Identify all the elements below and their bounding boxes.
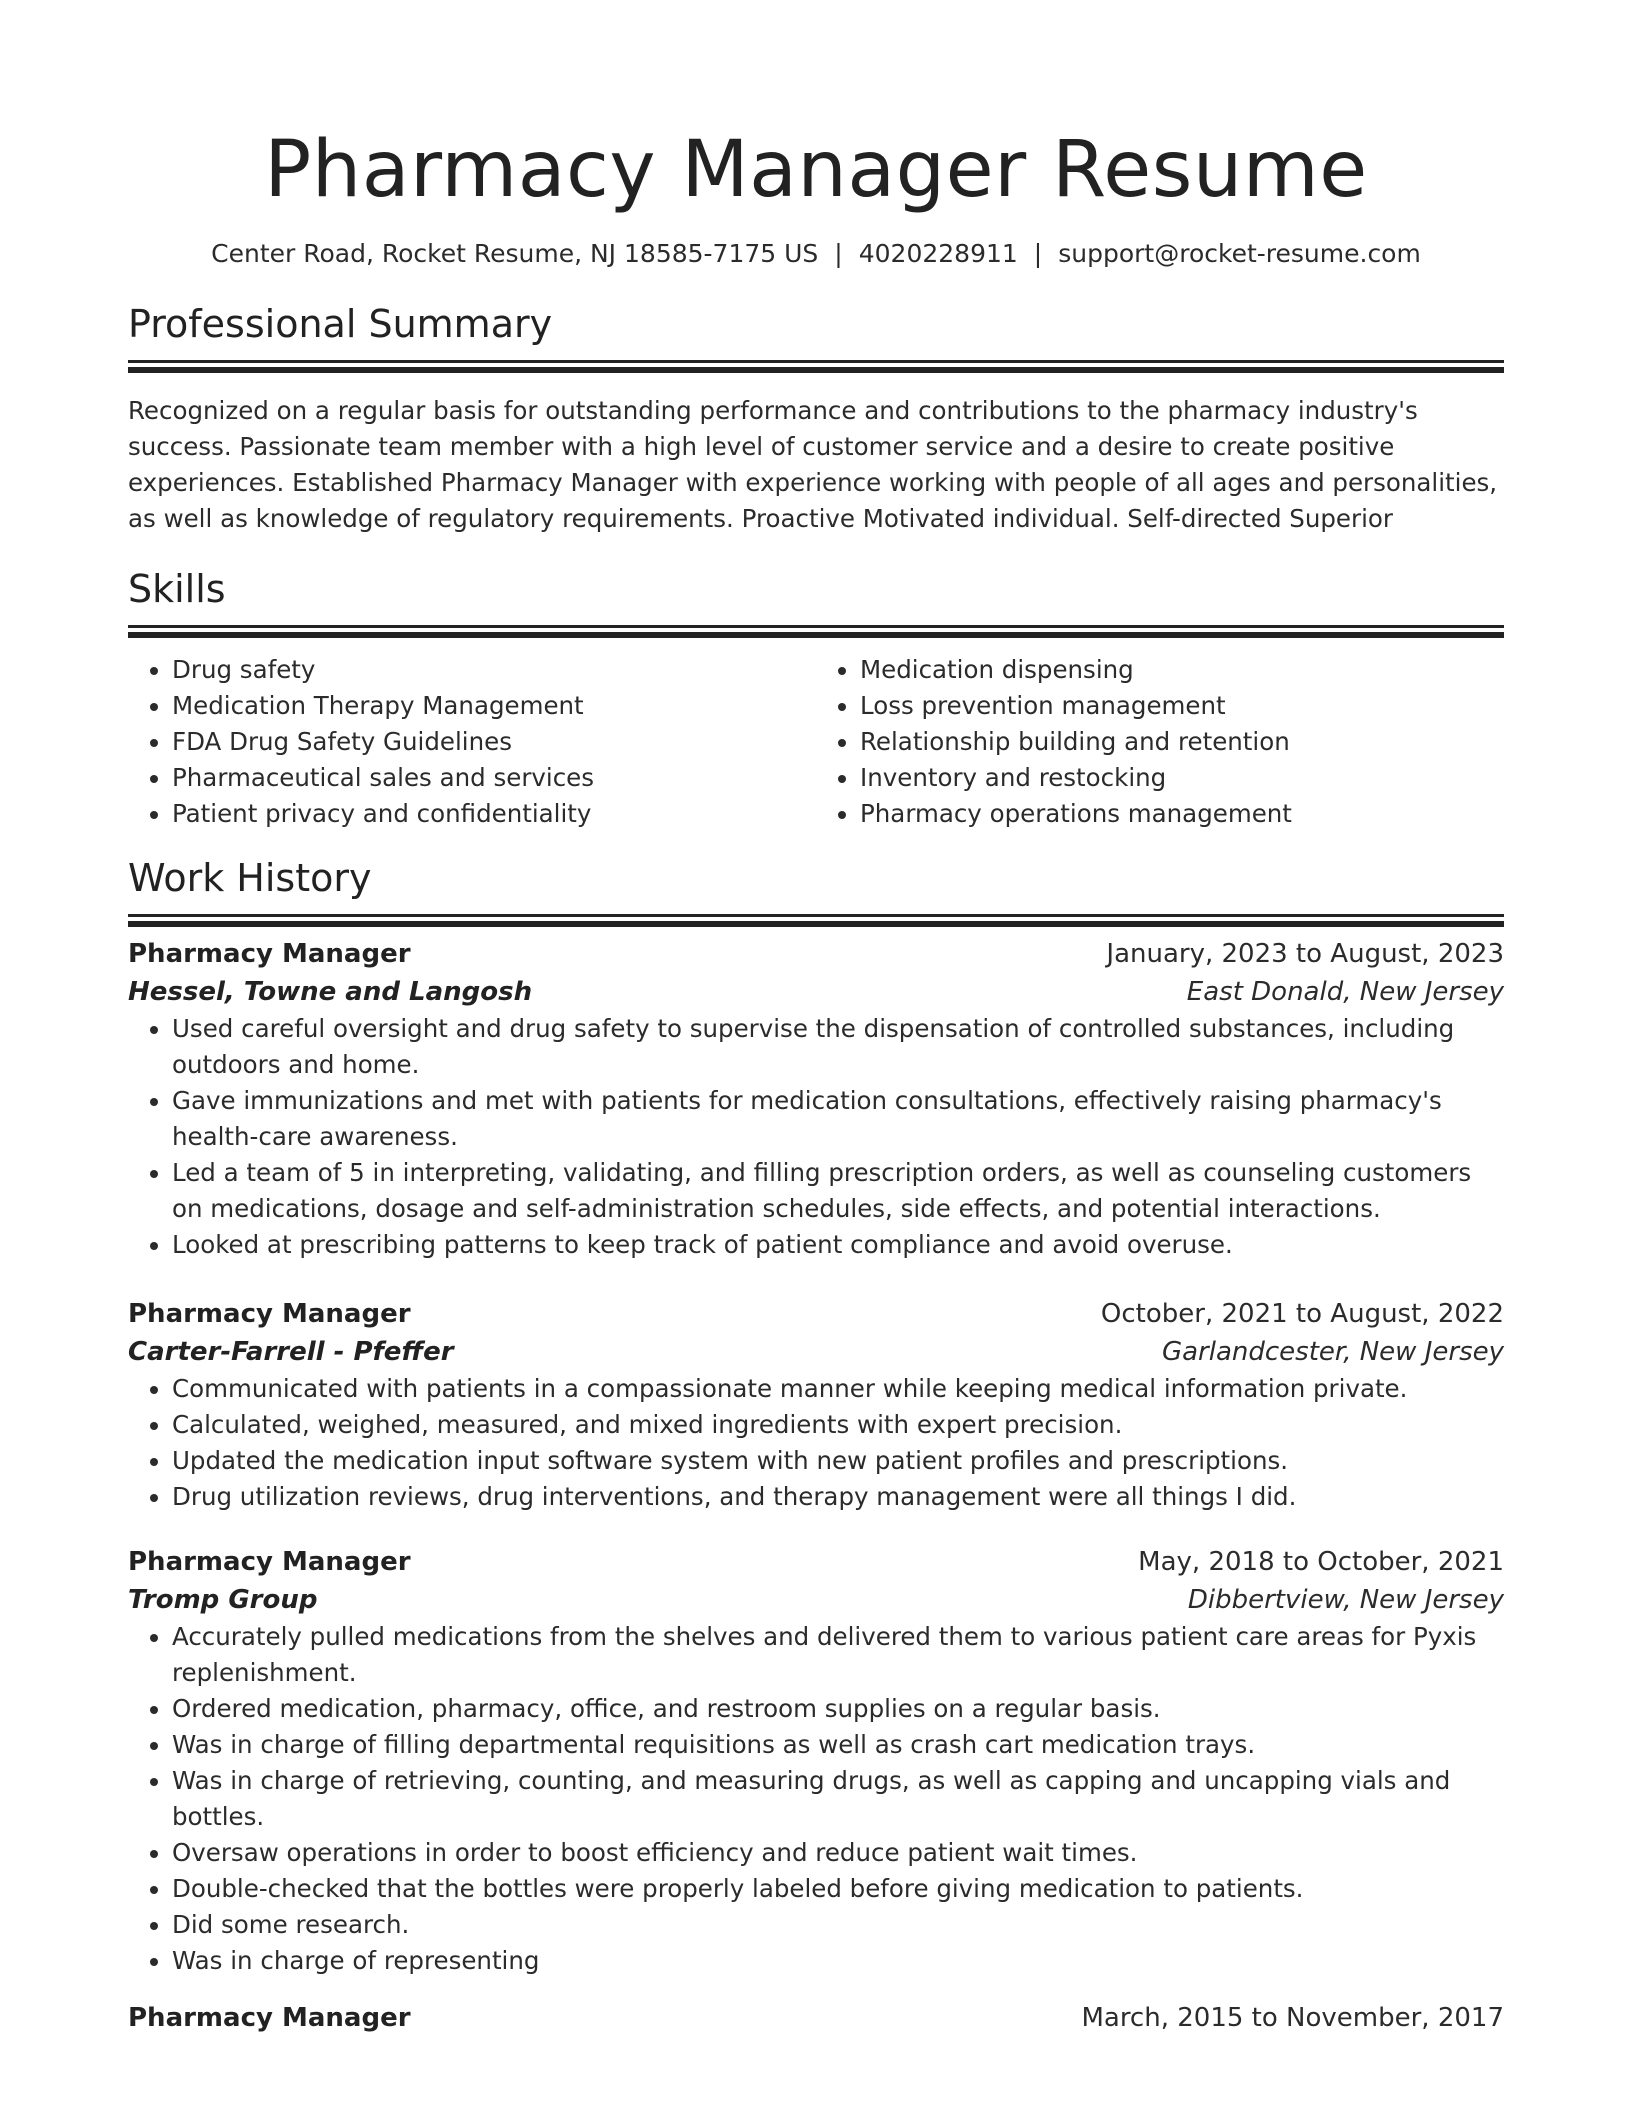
summary-text: Recognized on a regular basis for outstanding performance and contributions to the pharmacy industry's success. Passionate team member with a high level of customer service and a desire to create positive experiences. Established Pharmacy Manager with experience working with people of all ages and personalities, as well as knowledge of regulatory requirements. Proactive Motivated individual. Self-directed Superior (128, 396, 1498, 533)
job-bullet: • Ordered medication, pharmacy, office, and restroom supplies on a regular basis. (172, 1691, 1504, 1727)
job-bullet: • Accurately pulled medications from the shelves and delivered them to various patient care areas for Pyxis replenishment. (172, 1619, 1504, 1691)
job-location: East Donald, New Jersey (1186, 977, 1504, 1007)
skill-item: • Pharmacy operations management (860, 796, 1504, 832)
job-entry (128, 1295, 1504, 1515)
skills-column-left (128, 652, 816, 832)
job-title: Pharmacy Manager (128, 2003, 411, 2033)
job-bullet: • Was in charge of filling departmental requisitions as well as crash cart medication trays. (172, 1727, 1504, 1763)
job-bullet: • Updated the medication input software system with new patient profiles and prescriptions. (172, 1443, 1504, 1479)
job-bullet: • Calculated, weighed, measured, and mixed ingredients with expert precision. (172, 1407, 1504, 1443)
job-bullet: • Double-checked that the bottles were properly labeled before giving medication to patients. (172, 1871, 1504, 1907)
job-header-row (128, 1295, 1504, 1333)
job-header-row (128, 935, 1504, 973)
job-company: Hessel, Towne and Langosh (128, 977, 533, 1007)
job-company: Carter-Farrell - Pfeffer (128, 1337, 454, 1367)
contact-phone: 4020228911 (858, 239, 1018, 268)
skill-item: • Patient privacy and confidentiality (172, 796, 816, 832)
skills-grid (128, 652, 1504, 832)
job-bullet: • Gave immunizations and met with patients for medication consultations, effectively raising pharmacy's health-care awareness. (172, 1083, 1504, 1155)
job-dates: October, 2021 to August, 2022 (1100, 1299, 1504, 1329)
job-bullet: • Looked at prescribing patterns to keep track of patient compliance and avoid overuse. (172, 1227, 1504, 1263)
job-dates: May, 2018 to October, 2021 (1138, 1547, 1504, 1577)
section-divider (128, 360, 1504, 363)
contact-line (128, 238, 1504, 270)
job-title: Pharmacy Manager (128, 1299, 411, 1329)
job-bullet: • Was in charge of retrieving, counting, and measuring drugs, as well as capping and uncapping vials and bottles. (172, 1763, 1504, 1835)
job-location: Dibbertview, New Jersey (1187, 1585, 1504, 1615)
job-bullet: • Was in charge of representing (172, 1943, 1504, 1979)
section-heading-summary: Professional Summary (128, 302, 553, 346)
skills-column-right (816, 652, 1504, 832)
skill-item: • Loss prevention management (860, 688, 1504, 724)
contact-address: Center Road, Rocket Resume, NJ 18585-7175 US (211, 239, 819, 268)
job-dates: January, 2023 to August, 2023 (1106, 939, 1504, 969)
job-bullet: • Did some research. (172, 1907, 1504, 1943)
job-location: Garlandcester, New Jersey (1161, 1337, 1504, 1367)
work-history-section (128, 854, 1504, 2037)
job-company: Tromp Group (128, 1585, 318, 1615)
skill-item: • Pharmaceutical sales and services (172, 760, 816, 796)
skill-item: • Medication Therapy Management (172, 688, 816, 724)
job-bullet: • Communicated with patients in a compassionate manner while keeping medical information private. (172, 1371, 1504, 1407)
job-entry (128, 1543, 1504, 1979)
skill-item: • Inventory and restocking (860, 760, 1504, 796)
section-heading-skills: Skills (128, 567, 226, 611)
skill-item: • Medication dispensing (860, 652, 1504, 688)
job-company-row (128, 973, 1504, 1011)
job-company-row (128, 1333, 1504, 1371)
job-bullets (128, 1619, 1504, 1979)
job-bullet: • Used careful oversight and drug safety to supervise the dispensation of controlled substances, including outdoors and home. (172, 1011, 1504, 1083)
resume-title: Pharmacy Manager Resume (264, 125, 1368, 215)
summary-section (128, 300, 1504, 537)
skill-item: • Relationship building and retention (860, 724, 1504, 760)
skills-section (128, 565, 1504, 832)
skill-item: • Drug safety (172, 652, 816, 688)
job-bullet: • Oversaw operations in order to boost efficiency and reduce patient wait times. (172, 1835, 1504, 1871)
job-title: Pharmacy Manager (128, 939, 411, 969)
job-title: Pharmacy Manager (128, 1547, 411, 1577)
job-entry (128, 1999, 1504, 2037)
section-heading-work: Work History (128, 856, 372, 900)
section-divider (128, 914, 1504, 917)
job-bullet: • Led a team of 5 in interpreting, validating, and filling prescription orders, as well as counseling customers on medications, dosage and self-administration schedules, side effects, and potential interactions. (172, 1155, 1504, 1227)
skill-item: • FDA Drug Safety Guidelines (172, 724, 816, 760)
job-dates: March, 2015 to November, 2017 (1081, 2003, 1504, 2033)
contact-separator: | (834, 239, 843, 268)
job-header-row (128, 1999, 1504, 2037)
job-bullet: • Drug utilization reviews, drug interventions, and therapy management were all things I did. (172, 1479, 1504, 1515)
job-company-row (128, 1581, 1504, 1619)
job-entry (128, 935, 1504, 1263)
contact-email: support@rocket-resume.com (1058, 239, 1421, 268)
job-bullets (128, 1371, 1504, 1515)
job-header-row (128, 1543, 1504, 1581)
contact-separator: | (1033, 239, 1043, 268)
job-bullets (128, 1011, 1504, 1263)
section-divider (128, 625, 1504, 628)
